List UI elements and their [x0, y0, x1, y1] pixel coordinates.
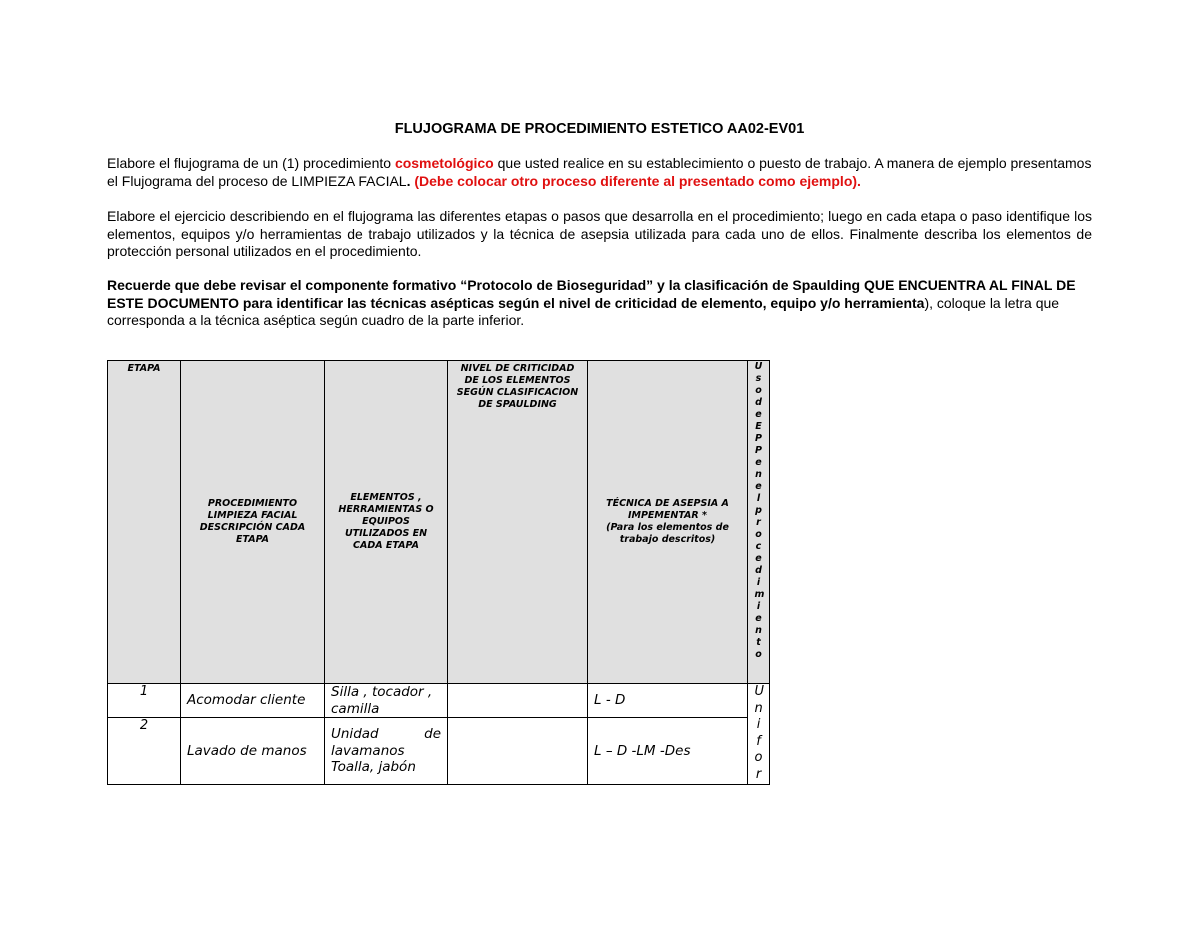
table-row: [108, 718, 770, 785]
p1-text-b: que usted realice en su establecimiento o puesto de trabajo. A manera de ejemplo presentamos el Flujograma del proceso de LIMPIEZA FACIAL: [107, 155, 1092, 189]
header-elementos: ELEMENTOS , HERRAMIENTAS O EQUIPOS UTILIZADOS EN CADA ETAPA: [325, 361, 448, 684]
p1-dot: .: [406, 172, 415, 189]
header-tecnica: [588, 361, 748, 684]
header-uso-epp: [748, 361, 770, 684]
instructions-paragraph-1: [107, 155, 1092, 190]
row-2-etapa: 2: [108, 718, 181, 785]
table-row: [108, 684, 770, 718]
p1-text-a: Elabore el flujograma de un (1) procedimiento: [107, 155, 395, 171]
p1-highlight: cosmetológico: [394, 155, 494, 171]
instructions-paragraph-3: [107, 277, 1092, 330]
table-header-row: [108, 361, 770, 684]
row-1-etapa: 1: [108, 684, 181, 718]
p3-bold: Recuerde que debe revisar el componente formativo “Protocolo de Bioseguridad” y la clasificación de Spaulding QUE ENCUENTRA AL FINAL DE ESTE DOCUMENTO para identificar las técnicas asépticas según el nivel de criticidad de elemento, equipo y/o herramienta: [107, 277, 1076, 311]
uso-epp-value-text: Unifor: [754, 684, 765, 782]
row-1-nivel: [448, 684, 588, 718]
header-tecnica-note: (Para los elementos de trabajo descritos): [606, 522, 729, 545]
flujograma-table: [107, 360, 770, 785]
header-nivel: NIVEL DE CRITICIDAD DE LOS ELEMENTOS SEGÚN CLASIFICACION DE SPAULDING: [448, 361, 588, 684]
page-title: FLUJOGRAMA DE PROCEDIMIENTO ESTETICO AA02-EV01: [394, 121, 805, 137]
row-2-nivel: [448, 718, 588, 785]
row-2-procedimiento: Lavado de manos: [181, 718, 325, 785]
row-1-procedimiento: Acomodar cliente: [181, 684, 325, 718]
row-2-tecnica: L – D -LM -Des: [588, 718, 748, 785]
header-etapa: ETAPA: [108, 361, 181, 684]
header-tecnica-label: TÉCNICA DE ASEPSIA A IMPEMENTAR *: [606, 498, 729, 521]
header-procedimiento: PROCEDIMIENTO LIMPIEZA FACIAL DESCRIPCIÓN CADA ETAPA: [181, 361, 325, 684]
row-1-tecnica: L - D: [588, 684, 748, 718]
p3-normal: ), coloque la letra que corresponda a la técnica aséptica según cuadro de la parte inferior.: [107, 294, 1060, 328]
instructions-paragraph-2: Elabore el ejercicio describiendo en el flujograma las diferentes etapas o pasos que desarrolla en el procedimiento; luego en cada etapa o paso identifique los elementos, equipos y/o herramientas de trabajo utilizados y la técnica de asepsia utilizada para cada uno de ellos. Finalmente describa los elementos de protección personal utilizados en el procedimiento.: [107, 208, 1092, 259]
header-uso-epp-text: UsodeEPPenelprocedimiento: [754, 361, 765, 660]
row-2-elementos: Unidad de lavamanos Toalla, jabón: [325, 718, 448, 785]
p1-red-note: (Debe colocar otro proceso diferente al presentado como ejemplo).: [414, 172, 861, 189]
uso-epp-value: [748, 684, 770, 785]
row-1-elementos: Silla , tocador , camilla: [325, 684, 448, 718]
